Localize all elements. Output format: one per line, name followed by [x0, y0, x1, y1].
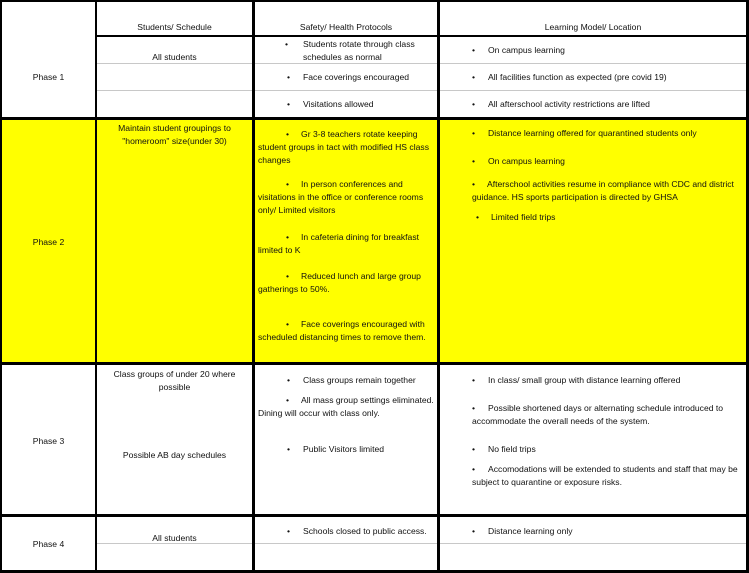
bullet-icon: • [287, 375, 291, 385]
bullet-icon: • [472, 526, 476, 536]
learning-text: Afterschool activities resume in compliance with CDC and district guidance. HS sports participation is directed by GHSA [472, 179, 734, 202]
safety-text: All mass group settings eliminated. Dining will occur with class only. [258, 395, 434, 418]
table-border [437, 0, 440, 573]
table-border [0, 0, 2, 573]
bullet-icon: • [285, 39, 289, 49]
safety-bullet [287, 71, 435, 84]
bullet-icon: • [476, 212, 480, 222]
safety-bullet [258, 231, 436, 257]
phase-label: Phase 1 [32, 72, 65, 82]
safety-bullet [287, 38, 435, 64]
learning-text: Distance learning only [488, 526, 573, 536]
bullet-icon: • [472, 45, 476, 55]
safety-text: Face coverings encouraged with scheduled distancing times to remove them. [258, 319, 426, 342]
learning-text: All facilities function as expected (pre covid 19) [488, 72, 667, 82]
learning-bullet [472, 402, 746, 428]
learning-bullet [472, 463, 744, 489]
phase-label: Phase 4 [32, 539, 65, 549]
bullet-icon: • [287, 72, 291, 82]
learning-text: In class/ small group with distance learning offered [488, 375, 681, 385]
safety-bullet [287, 443, 435, 456]
schedule-cell: Possible AB day schedules [122, 450, 227, 460]
learning-text: No field trips [488, 444, 536, 454]
safety-text: Students rotate through class schedules as normal [303, 39, 415, 62]
learning-bullet [472, 127, 744, 140]
learning-text: Possible shortened days or alternating schedule introduced to accommodate the overall needs of the system. [472, 403, 724, 426]
learning-bullet [472, 525, 744, 538]
bullet-icon: • [287, 526, 291, 536]
table-border [0, 0, 749, 2]
phase-label: Phase 2 [32, 237, 65, 247]
column-header-learning: Learning Model/ Location [544, 22, 642, 32]
safety-text: In person conferences and visitations in the office or conference rooms only/ Limited visitors [258, 179, 424, 215]
phase-label: Phase 3 [32, 436, 65, 446]
safety-text: Reduced lunch and large group gatherings to 50%. [258, 271, 421, 294]
grid-line [96, 543, 746, 544]
safety-text: Face coverings encouraged [303, 72, 410, 82]
bullet-icon: • [286, 232, 290, 242]
learning-bullet [472, 374, 744, 387]
safety-bullet [258, 128, 436, 167]
column-header-schedule: Students/ Schedule [137, 22, 212, 32]
learning-text: On campus learning [488, 156, 565, 166]
safety-bullet [258, 394, 436, 420]
schedule-cell: All students [152, 533, 197, 543]
bullet-icon: • [472, 99, 476, 109]
learning-bullet [472, 178, 744, 204]
safety-bullet [258, 178, 436, 217]
table-border [252, 0, 255, 573]
learning-text: Distance learning offered for quarantined students only [488, 128, 697, 138]
learning-text: All afterschool activity restrictions are lifted [488, 99, 650, 109]
bullet-icon: • [286, 319, 290, 329]
learning-bullet [472, 155, 744, 168]
bullet-icon: • [286, 395, 290, 405]
bullet-icon: • [287, 444, 291, 454]
table-border [0, 117, 749, 120]
safety-bullet [287, 525, 437, 538]
bullet-icon: • [472, 72, 476, 82]
table-border [0, 362, 749, 365]
safety-text: Gr 3-8 teachers rotate keeping student groups in tact with modified HS class changes [258, 129, 430, 165]
bullet-icon: • [287, 99, 291, 109]
table-border [96, 35, 749, 37]
learning-text: On campus learning [488, 45, 565, 55]
safety-text: Schools closed to public access. [303, 526, 427, 536]
learning-bullet [472, 98, 744, 111]
bullet-icon: • [472, 179, 476, 189]
schedule-cell: All students [152, 52, 197, 62]
bullet-icon: • [286, 271, 290, 281]
schedule-cell: Maintain student groupings to "homeroom" size(under 30) [118, 123, 231, 146]
learning-text: Limited field trips [491, 212, 556, 222]
bullet-icon: • [472, 403, 476, 413]
safety-bullet [258, 318, 436, 344]
learning-bullet [472, 44, 744, 57]
learning-bullet [472, 71, 744, 84]
safety-text: Visitations allowed [303, 99, 374, 109]
safety-bullet [258, 270, 436, 296]
learning-bullet [472, 443, 744, 456]
column-header-safety: Safety/ Health Protocols [299, 22, 393, 32]
table-border [95, 0, 97, 573]
learning-bullet [476, 211, 744, 224]
bullet-icon: • [472, 464, 476, 474]
bullet-icon: • [472, 156, 476, 166]
schedule-cell: Class groups of under 20 where possible [113, 369, 236, 392]
safety-bullet [287, 374, 435, 387]
bullet-icon: • [472, 128, 476, 138]
grid-line [96, 90, 746, 91]
bullet-icon: • [286, 179, 290, 189]
bullet-icon: • [472, 444, 476, 454]
safety-bullet [287, 98, 435, 111]
safety-text: Class groups remain together [303, 375, 416, 385]
table-border [0, 514, 749, 517]
safety-text: In cafeteria dining for breakfast limited to K [258, 232, 420, 255]
bullet-icon: • [472, 375, 476, 385]
learning-text: Accomodations will be extended to students and staff that may be subject to quarantine or exposure risks. [472, 464, 738, 487]
safety-text: Public Visitors limited [303, 444, 385, 454]
bullet-icon: • [286, 129, 290, 139]
